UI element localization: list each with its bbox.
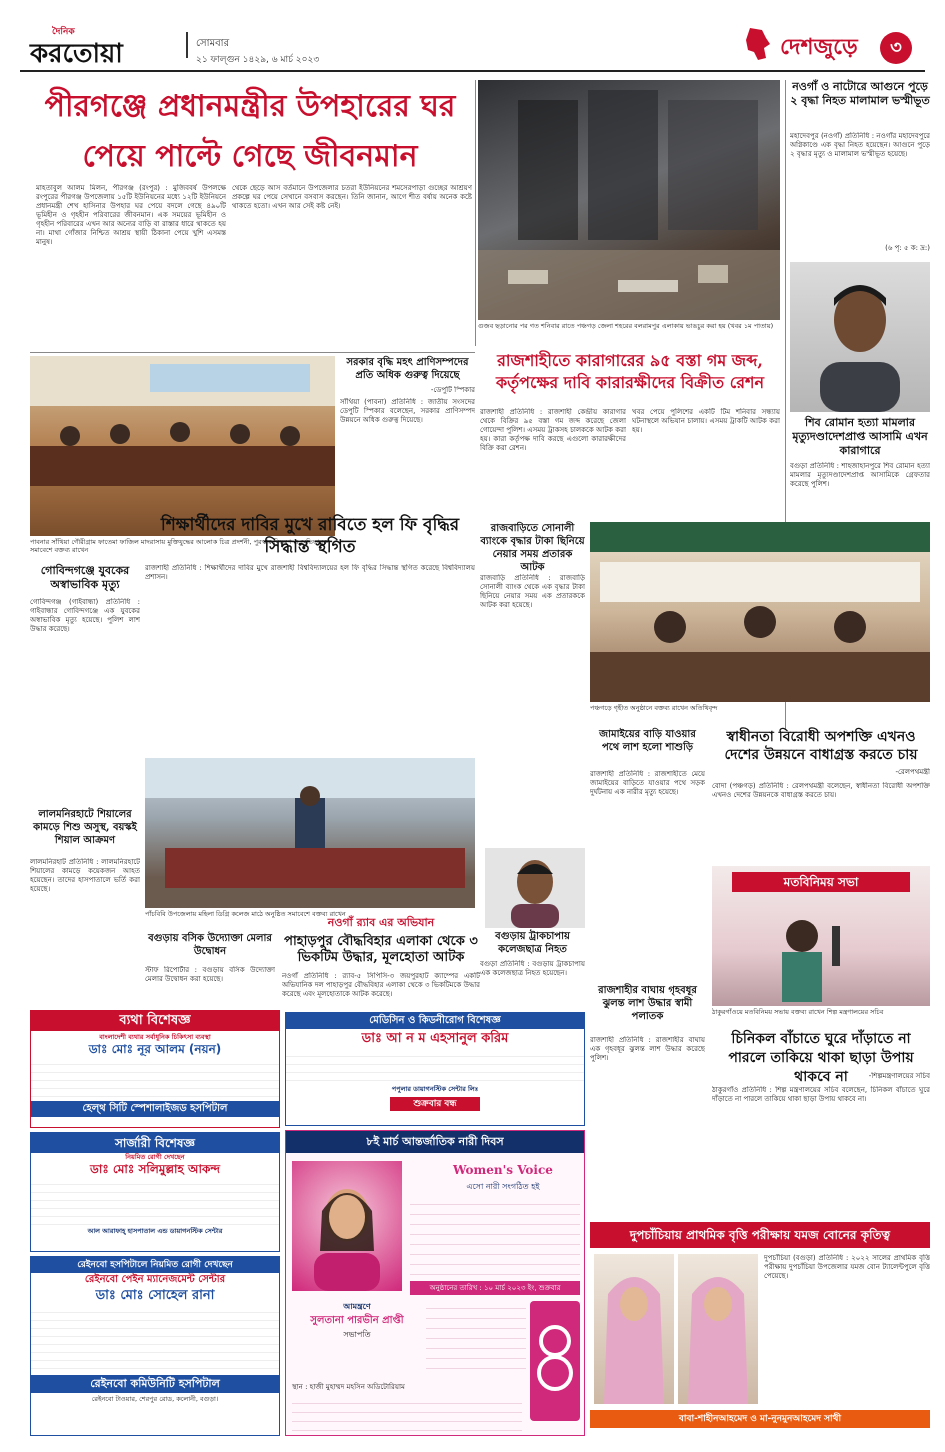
page-number-badge [880,32,912,64]
ad5-role: সভাপতি [343,1330,371,1339]
masthead-prefix: দৈনিক [52,27,75,37]
event-photo-pabna [30,356,335,536]
chinikol-body: ঠাকুরগাঁও প্রতিনিধি : শিল্প মন্ত্রণালয়ের সচিব বলেছেন, চিনিকল বাঁচাতে ঘুরে দাঁড়াতে না পারলে তাকিয়ে থাকা ছাড়া উপায় থাকবে না। [712,1086,930,1103]
ad3-hospital: রেইনবো কমিউনিটি হসপিটাল [31,1375,279,1393]
lead-body-col2: থেকে ছেড়ে আস বর্তমানে উপজেলার চতরা ইউনিয়নের শমসেরপাড়া গুচ্ছের আশ্রয়ণ প্রকল্পে ঘর পেয়ে সেখানে বসবাস করছেন। তিনি জানান, আগে শীত বর্ষায় অনেক কষ্টে থাকতে হতো। এখন আর সেই কষ্ট নেই। [232,184,472,210]
ad4-title: মেডিসিন ও কিডনীরোগ বিশেষজ্ঞ [286,1013,584,1029]
column-rule [475,80,476,346]
row-rule [30,352,475,353]
ad5-place: স্থান : হাজী মুহাম্মদ মহসিন অডিটোরিয়াম [292,1383,405,1391]
masthead-day: সোমবার [196,38,230,49]
ad5-title: ৮ই মার্চ আন্তর্জাতিক নারী দিবস [286,1131,584,1153]
ad-rainbow-pain [30,1256,280,1436]
womens-portrait-photo [292,1161,402,1291]
event-photo-banner-caption: পঞ্চগড়ে গৃহীত অনুষ্ঠানে বক্তব্য রাখেন অতিথিবৃন্দ [590,704,718,712]
ad5-footer [292,1395,522,1431]
trak-body: বগুড়া প্রতিনিধি : বগুড়ায় ট্রাকচাপায় এক কলেজছাত্র নিহত হয়েছেন। [480,960,585,977]
sonali-headline: রাজবাড়িতে সোনালী ব্যাংকে বৃদ্ধার টাকা ছিনিয়ে নেয়ার সময় প্রতারক আটক [480,523,585,573]
ad5-message [410,1195,580,1277]
ad5-date: অনুষ্ঠানের তারিখ : ১০ মার্চ ২০২৩ ইং, শুক্রবার [410,1281,580,1295]
section-title: দেশজুড়ে [780,34,858,60]
ad1-doctor: ডাঃ মোঃ নূর আলম (নয়ন) [88,1042,222,1056]
ad2-doctor: ডাঃ মোঃ সলিমুল্লাহ আকন্দ [90,1162,220,1176]
ad2-sub: নিয়মিত রোগী দেখছেন [125,1153,185,1161]
ad3-doctor: ডাঃ মোঃ সোহেল রানা [95,1288,215,1303]
lalmonirhat-headline: লালমনিরহাটে শিয়ালের কামড়ে শিশু অসুস্থ, বয়স্কই শিয়াল আক্রমণ [33,809,137,846]
ad3-address: রেইনবো টাওয়ার, শেরপুর রোড, কলোনী, বগুড়া। [91,1395,219,1403]
right-top-headline: নওগাঁ ও নাটোরে আগুনে পুড়ে ২ বৃদ্ধা নিহত মালামাল ভস্মীভূত [790,80,930,107]
ad5-invite: আমন্ত্রণে [343,1302,371,1311]
bogura-headline: বগুড়ায় বসিক উদ্যোক্তা মেলার উদ্বোধন [148,933,272,957]
sonali-body: রাজবাড়ি প্রতিনিধি : রাজবাড়ি সোনালী ব্যাংক থেকে এক বৃদ্ধার টাকা ছিনিয়ে নেয়ার সময় এক প্রতারককে আটক করা হয়েছে। [480,574,585,609]
ad1-title: ব্যথা বিশেষজ্ঞ [31,1011,279,1031]
lead-headline-line1: পীরগঞ্জে প্রধানমন্ত্রীর উপহারের ঘর [44,89,456,124]
bangladesh-map-icon [744,26,772,62]
lead-headline-line2: পেয়ে পাল্টে গেছে জীবনমান [82,139,418,174]
twin-photo-left [594,1254,674,1404]
meeting-photo [712,866,930,1006]
event-photo-stage-caption: পাঁচবিবি উপজেলায় মহিলা ডিগ্রি কলেজ মাঠে অনুষ্ঠিত সমাবেশে বক্তব্য রাখেন [145,910,346,918]
meeting-photo-caption: ঠাকুরগাঁওয়ে মতবিনিময় সভায় বক্তব্য রাখেন শিল্প মন্ত্রণালয়ের সচিব [712,1008,884,1016]
page-number: ৩ [890,37,902,58]
ad2-title: সার্জারী বিশেষজ্ঞ [31,1133,279,1153]
lead-body-col1: মাহতাবুল আলম মিলন, পীরগঞ্জ (রংপুর) : মুজিববর্ষ উপলক্ষে রংপুরের পীরগঞ্জ উপজেলায় ১৫টি ইউনিয়নের মধ্যে ১২টি ইউনিয়নে প্রধানমন্ত্রী শেখ হাসিনার উপহার ঘর পেয়ে বদলে গেছে ৪৯০টি ভূমিহীন ও গৃহহীন পরিবারের জীবনমান। এক সময়ের ভূমিহীন ও গৃহহীন পরিবারের এখন আর অন্যের বাড়ি বা রাস্তার ধারে থাকতে হয় না। মাথা গোঁজার নিশ্চিত আশ্রয় স্থায়ী ঠিকানা পেয়ে খুশি এসমস্ত মানুষ। [36,184,226,246]
event-photo-pabna-caption: পাবনার সাঁথিয়া গৌরীগ্রাম ফাতেমা ফাজিল মাদরাসায় মুক্তিযুদ্ধের আলোক চিত্র প্রদর্শনী, পুরস্কার বিতরণ ও অভিভাবক সমাবেশে বক্তব্য রাখেন [30,538,328,554]
masthead-date: ২১ ফাল্গুন ১৪২৯, ৬ মার্চ ২০২৩ [196,55,320,65]
event-photo-stage [145,758,475,908]
shib-body: বগুড়া প্রতিনিধি : শাহজাহানপুরে শিব রোমান হত্যা মামলার মৃত্যুদণ্ডাদেশপ্রাপ্ত আসামিকে গ্রেফতার করেছে পুলিশ। [790,462,930,488]
event-photo-banner [590,522,930,702]
jamai-body: রাজশাহী প্রতিনিধি : রাজশাহীতে মেয়ে জামাইয়ের বাড়িতে যাওয়ার পথে সড়ক দুর্ঘটনায় এক নারীর মৃত্যু হয়েছে। [590,770,705,796]
ad1-sub: বাংলাদেশী ব্যথার সর্বাধুনিক চিকিৎসা ব্যবস্থা [99,1033,211,1041]
ad1-hospital: হেল্থ সিটি স্পেশালাইজড হসপিটাল [31,1101,279,1117]
ad5-brand: Women's Voice [453,1163,553,1177]
twins-headline-box [590,1222,930,1248]
trak-headline: বগুড়ায় ট্রাকচাপায় কলেজছাত্র নিহত [495,931,570,955]
ad4-doctor: ডাঃ আ ন ম এহসানুল করিম [361,1031,509,1046]
grihobodhu-body: রাজশাহী প্রতিনিধি : রাজশাহীর বাঘায় এক গৃহবধূর ঝুলন্ত লাশ উদ্ধার করেছে পুলিশ। [590,1036,705,1062]
jamai-headline: জামাইয়ের বাড়ি যাওয়ার পথে লাশ হলো শাশুড়ি [599,729,696,753]
top-photo-vandalism [478,80,780,320]
ru-headline: শিক্ষার্থীদের দাবির মুখে রাবিতে হল ফি বৃদ্ধির সিদ্ধান্ত স্থগিত [160,515,460,557]
meeting-banner-text: মতবিনিময় সভা [783,875,859,889]
ad2-details [31,1177,279,1227]
ad4-center: পপুলার ডায়াগনস্টিক সেন্টার লিঃ [391,1085,479,1093]
rab-kicker: নওগাঁ র‍্যাব এর অভিযান [327,916,435,929]
twins-headline: দুপচাঁচিয়ায় প্রাথমিক বৃত্তি পরীক্ষায় যমজ বোনের কৃতিত্ব [629,1228,891,1242]
ad-pain-specialist [30,1010,280,1128]
bogura-body: স্টাফ রিপোর্টার : বগুড়ায় বসিক উদ্যোক্তা মেলার উদ্বোধন করা হয়েছে। [145,966,275,983]
ad3-details [31,1305,279,1375]
rab-body: নওগাঁ প্রতিনিধি : র‍্যাব-৫ সিপিসি-৩ জয়পুরহাট ক্যাম্পের একটি অভিযানিক দল পাহাড়পুর বৌদ্ধবিহার এলাকা থেকে ৩ ভিকটিমকে উদ্ধার করেছে এবং মূলহোতাকে আটক করেছে। [282,972,480,998]
masthead [0,0,945,72]
gobinda-headline: গোবিন্দগঞ্জে যুবকের অস্বাভাবিক মৃত্যু [40,564,130,591]
right-top-body: মহাদেবপুর (নওগাঁ) প্রতিনিধি : নওগাঁর মহাদেবপুরে অগ্নিকাণ্ডে এক বৃদ্ধা নিহত হয়েছেন। আগুনে পুড়ে ২ বৃদ্ধার মৃত্যু ও মালামাল ভস্মীভূত হয়েছে। [790,132,930,158]
rab-headline: পাহাড়পুর বৌদ্ধবিহার এলাকা থেকে ৩ ভিকটিম উদ্ধার, মূলহোতা আটক [284,934,478,965]
sarkar-sub: -ডেপুটি স্পিকার [430,386,475,394]
ad-womens-day [285,1130,585,1436]
ru-body: রাজশাহী প্রতিনিধি : শিক্ষার্থীদের দাবির মুখে রাজশাহী বিশ্ববিদ্যালয়ের হল ফি বৃদ্ধির সিদ্ধান্ত স্থগিত করেছে বিশ্ববিদ্যালয় প্রশাসন। [145,564,475,581]
shadhinota-body: বোদা (পঞ্চগড়) প্রতিনিধি : রেলপথমন্ত্রী বলেছেন, স্বাধীনতা বিরোধী অপশক্তি এখনও দেশের উন্নয়নকে বাধাগ্রস্ত করতে চায়। [712,782,930,799]
grihobodhu-headline: রাজশাহীর বাঘায় গৃহবধূর ঝুলন্ত লাশ উদ্ধার স্বামী পলাতক [598,985,697,1022]
ad3-center: রেইনবো পেইন ম্যানেজমেন্ট সেন্টার [84,1274,226,1285]
sarkar-body: সাঁথিয়া (পাবনা) প্রতিনিধি : জাতীয় সংসদের ডেপুটি স্পিকার বলেছেন, সরকার প্রাণিসম্পদ উন্নয়নে অধিক গুরুত্ব দিয়েছে। [340,398,475,424]
twins-parents: বাবা-শাহীনআহমেদ ও মা-নুনমুনআহমেদ সাথী [590,1410,930,1428]
rajshahi-headline: রাজশাহীতে কারাগারের ৯৫ বস্তা গম জব্দ, কর্তৃপক্ষের দাবি কারারক্ষীদের বিক্রীত রেশন [495,351,765,392]
sarkar-headline: সরকার বৃদ্ধি মহৎ প্রাণিসম্পদের প্রতি অধিক গুরুত্ব দিয়েছে [346,357,469,381]
ad5-name: সুলতানা পারভীন প্রাপ্তী [310,1315,404,1326]
newspaper-logo: করতোয়া [30,39,123,69]
ad4-details [286,1049,584,1085]
rajshahi-body-col2: খবর পেয়ে পুলিশের একটি টিম শনিবার সন্ধ্যায় ঘটনাস্থলে অভিযান চালায়। এসময় ট্রাকটি আটক করা হয়। [632,408,780,434]
womens-day-8-march-icon [530,1301,580,1421]
portrait-photo [790,262,930,412]
top-photo-caption: গুজব ছড়ানোর পর গত শনিবার রাতে পঞ্চগড় জেলা শহরের বলরামপুর এলাকায় ভাঙচুর করা হয় (খবর ১ম পাতায়) [478,322,774,330]
ad4-closed-day: শুক্রবার বন্ধ [390,1097,480,1111]
student-portrait-photo [485,848,585,928]
masthead-rule [20,70,925,72]
chinikol-headline: চিনিকল বাঁচাতে ঘুরে দাঁড়াতে না পারলে তাকিয়ে থাকা ছাড়া উপায় থাকবে না [728,1031,914,1085]
ad-kidney-specialist [285,1012,585,1126]
shadhinota-sub: -রেলপথমন্ত্রী [895,768,930,776]
lalmonirhat-body: লালমনিরহাট প্রতিনিধি : লালমনিরহাটে শিয়ালের কামড়ে কয়েকজন আহত হয়েছেন। তাদের হাসপাতালে ভর্তি করা হয়েছে। [30,858,140,893]
ad-surgery-specialist [30,1132,280,1252]
ad1-details [31,1057,279,1097]
twins-body: দুপচাঁচিয়া (বগুড়া) প্রতিনিধি : ২০২২ সালের প্রাথমিক বৃত্তি পরীক্ষায় দুপচাঁচিয়া উপজেলার যমজ বোন ট্যালেন্টপুলে বৃত্তি পেয়েছে। [764,1254,930,1280]
ad2-hospital: আল আরাফাহ্ হাসপাতাল এন্ড ডায়াগনস্টিক সেন্টার [87,1227,223,1235]
masthead-divider [186,32,188,58]
ad5-tagline: এসো নারী সংগঠিত হই [466,1182,540,1191]
rajshahi-body-col1: রাজশাহী প্রতিনিধি : রাজশাহী কেন্দ্রীয় কারাগার থেকে বিক্রির ৯৫ বস্তা গম জব্দ করেছে জেলা গোয়েন্দা পুলিশ। এসময় ট্রাকসহ চালককে আটক করা হয়। কারা কর্তৃপক্ষ দাবি করছে এগুলো কারারক্ষীদের বিক্রি করা রেশন। [480,408,626,452]
chinikol-sub: -শিল্পমন্ত্রণালয়ের সচিব [868,1072,930,1080]
twin-photo-right [678,1254,758,1404]
ad3-title: রেইনবো হসপিটালে নিয়মিত রোগী দেখছেন [31,1257,279,1273]
ad5-program [426,1299,526,1369]
gobinda-body: গোবিন্দগঞ্জ (গাইবান্ধা) প্রতিনিধি : গাইবান্ধার গোবিন্দগঞ্জে এক যুবকের অস্বাভাবিক মৃত্যু হয়েছে। পুলিশ লাশ উদ্ধার করেছে। [30,598,140,633]
right-top-continued: (৬ পৃ: ৫ ক: দ্র:) [885,244,930,252]
shadhinota-headline: স্বাধীনতা বিরোধী অপশক্তি এখনও দেশের উন্নয়নে বাধাগ্রস্ত করতে চায় [724,729,918,763]
shib-headline: শিব রোমান হত্যা মামলার মৃত্যুদণ্ডাদেশপ্রাপ্ত আসামি এখন কারাগারে [792,416,928,457]
